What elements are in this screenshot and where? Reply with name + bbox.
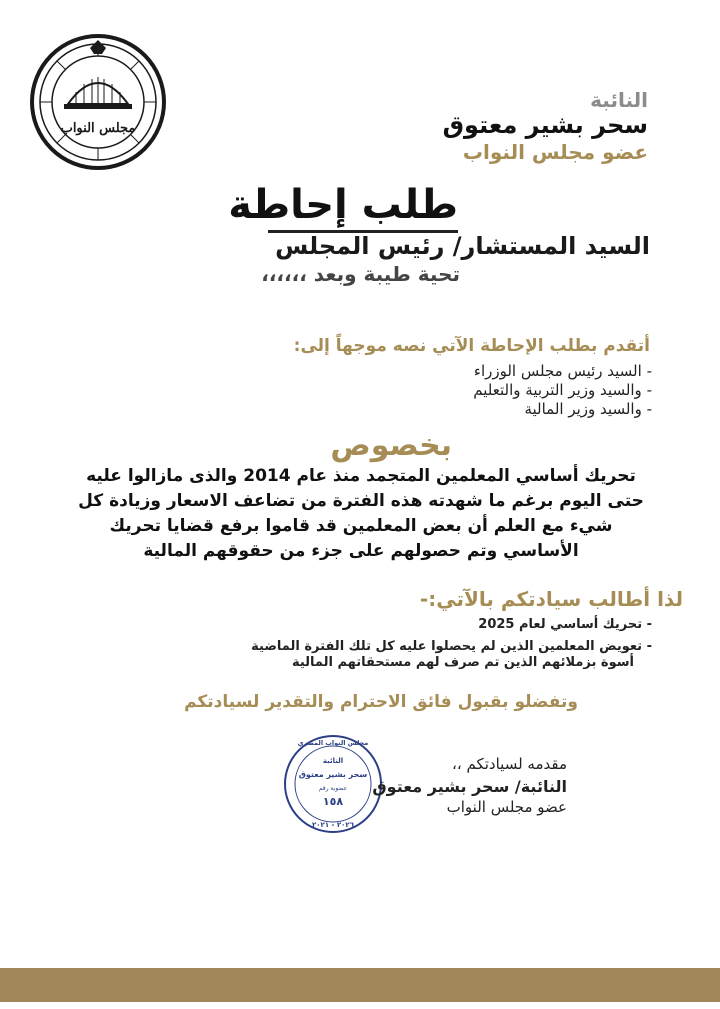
header-name: سحر بشير معتوق xyxy=(442,111,648,139)
stamp-years: ٢٠٢٦ - ٢٠٢١ xyxy=(312,821,354,829)
list-item: - تحريك أساسي لعام 2025 xyxy=(251,614,652,636)
document-title: طلب إحاطة xyxy=(228,182,458,228)
closing-line: وتفضلو بقبول فائق الاحترام والتقدير لسيادتكم xyxy=(184,692,578,712)
list-item: - السيد رئيس مجلس الوزراء xyxy=(473,362,652,381)
stamp-title: النائبة xyxy=(322,757,344,765)
list-item: - والسيد وزير التربية والتعليم xyxy=(473,381,652,400)
demands-note: أسوة بزملائهم الذين تم صرف لهم مستحقاتهم المالية xyxy=(291,655,634,670)
top-seal-text: مجلس النواب xyxy=(60,121,136,136)
signature-member: عضو مجلس النواب xyxy=(446,798,567,816)
demands-list xyxy=(251,614,652,658)
body-paragraph: تحريك أساسي المعلمين المتجمد منذ عام 2014 والذى مازالوا عليه حتى اليوم برغم ما شهدته هذه الفترة من تضاعف الاسعار وزيادة كل شيء مع العلم أن بعض المعلمين قد قاموا برفع قضايا تحريك الأساسي وتم حصولهم على جزء من حقوقهم المالية xyxy=(78,466,644,561)
header-title: النائبة xyxy=(590,88,648,112)
demands-heading: لذا أطالب سيادتكم بالآتي:- xyxy=(419,587,683,611)
stamp-name: سحر بشير معتوق xyxy=(298,770,368,779)
greeting: تحية طيبة وبعد ،،،،،، xyxy=(261,262,460,286)
footer-bar xyxy=(0,968,720,1002)
list-item: - والسيد وزير المالية xyxy=(473,400,652,419)
stamp-number: ١٥٨ xyxy=(322,795,344,808)
parliament-seal-icon xyxy=(28,32,168,172)
signature-presented: مقدمه لسيادتكم ،، xyxy=(452,755,567,773)
stamp-org: مجلس النواب المصري xyxy=(297,739,369,747)
header-member: عضو مجلس النواب xyxy=(462,140,648,164)
subject-heading: بخصوص xyxy=(330,428,452,463)
intro-line: أتقدم بطلب الإحاطة الآتي نصه موجهاً إلى: xyxy=(293,336,650,356)
addressee: السيد المستشار/ رئيس المجلس xyxy=(275,232,650,260)
list-item: - تعويض المعلمين الذين لم يحصلوا عليه كل تلك الفترة الماضية xyxy=(251,636,652,658)
member-stamp-icon xyxy=(283,732,383,836)
signature-name: النائبة/ سحر بشير معتوق xyxy=(372,777,567,796)
stamp-label: عضوية رقم xyxy=(318,785,348,792)
recipients-list xyxy=(473,362,652,419)
